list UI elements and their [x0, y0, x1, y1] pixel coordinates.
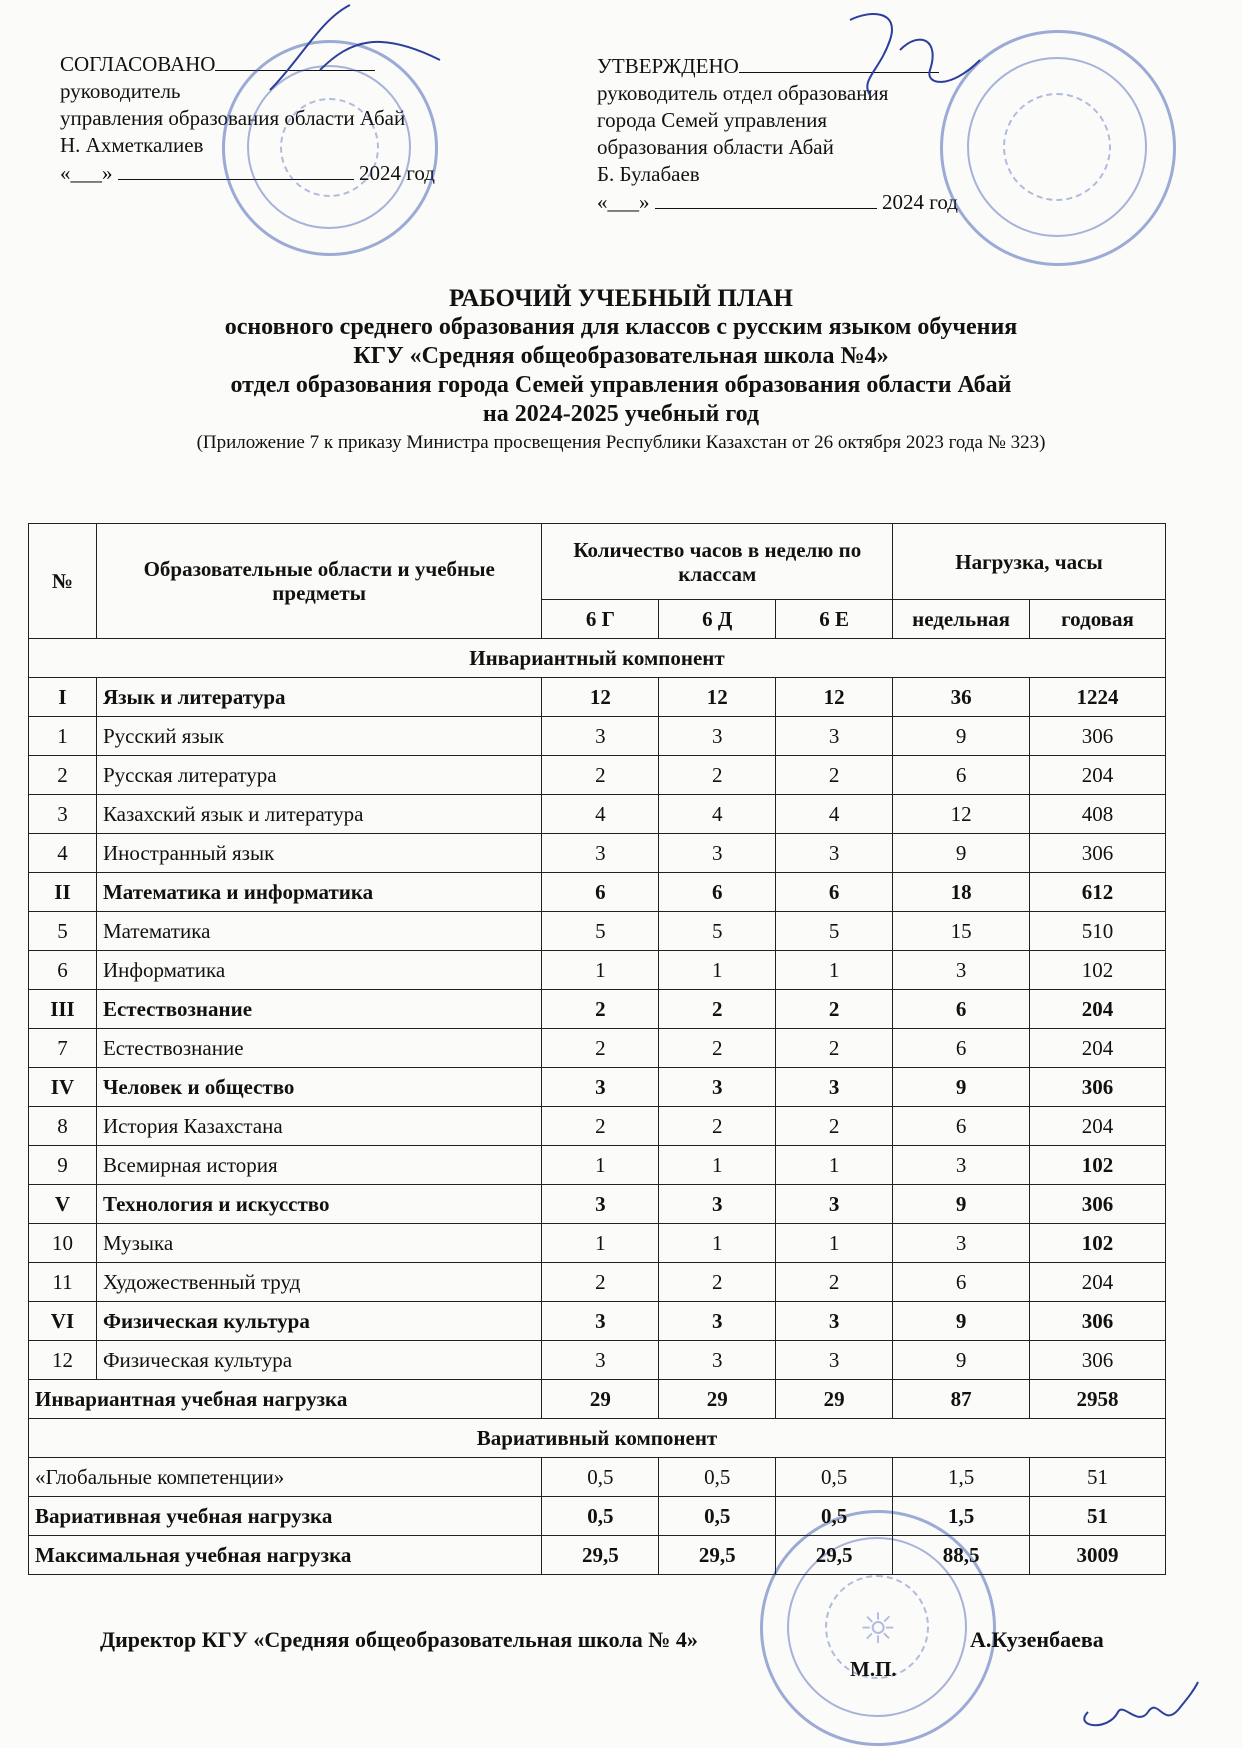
cell-value: 9 — [893, 1185, 1030, 1224]
cell-value: 3 — [659, 834, 776, 873]
cell-value: 51 — [1030, 1497, 1166, 1536]
document-title: РАБОЧИЙ УЧЕБНЫЙ ПЛАН — [449, 285, 793, 312]
cell-value: 306 — [1030, 834, 1166, 873]
cell-value: 3 — [659, 1341, 776, 1380]
header-weekly: недельная — [893, 600, 1030, 639]
subject-name: Всемирная история — [96, 1146, 542, 1185]
cell-value: 5 — [542, 912, 659, 951]
document-subtitle-2: КГУ «Средняя общеобразовательная школа №4» — [353, 343, 889, 369]
cell-value: 2 — [542, 990, 659, 1029]
document-title-block — [40, 284, 1202, 455]
cell-value: 9 — [893, 1341, 1030, 1380]
cell-value: 102 — [1030, 1224, 1166, 1263]
document-subtitle-3: отдел образования города Семей управления образования области Абай — [230, 372, 1012, 398]
header-class: 6 Д — [659, 600, 776, 639]
cell-value: 9 — [893, 834, 1030, 873]
row-number: 8 — [29, 1107, 97, 1146]
cell-value: 1 — [659, 1146, 776, 1185]
cell-value: 2 — [776, 1263, 893, 1302]
table-row-area — [29, 1302, 1166, 1341]
row-label: Инвариантная учебная нагрузка — [29, 1380, 542, 1419]
cell-value: 102 — [1030, 1146, 1166, 1185]
header-hours-per-week: Количество часов в неделю по классам — [542, 524, 893, 600]
cell-value: 12 — [893, 795, 1030, 834]
cell-value: 2 — [542, 1107, 659, 1146]
row-number: VI — [29, 1302, 97, 1341]
cell-value: 0,5 — [776, 1497, 893, 1536]
header-num: № — [29, 524, 97, 639]
cell-value: 2 — [776, 756, 893, 795]
cell-value: 2 — [542, 1029, 659, 1068]
row-number: 5 — [29, 912, 97, 951]
table-row-area — [29, 990, 1166, 1029]
cell-value: 29 — [542, 1380, 659, 1419]
approval-left-name: Н. Ахметкалиев — [60, 133, 204, 157]
cell-value: 9 — [893, 1302, 1030, 1341]
table-row-area — [29, 1185, 1166, 1224]
subject-name: Математика и информатика — [96, 873, 542, 912]
document-note: (Приложение 7 к приказу Министра просвещения Республики Казахстан от 26 октября 2023 года № 323) — [196, 432, 1046, 453]
cell-value: 1 — [542, 951, 659, 990]
cell-value: 12 — [659, 678, 776, 717]
table-row-subject — [29, 717, 1166, 756]
row-number: IV — [29, 1068, 97, 1107]
cell-value: 3 — [659, 1068, 776, 1107]
cell-value: 12 — [776, 678, 893, 717]
header-class: 6 Е — [776, 600, 893, 639]
row-number: 3 — [29, 795, 97, 834]
cell-value: 2 — [776, 1107, 893, 1146]
cell-value: 2 — [542, 1263, 659, 1302]
table-row-max-total — [29, 1536, 1166, 1575]
table-row-subject — [29, 1263, 1166, 1302]
table-row-variative-total — [29, 1497, 1166, 1536]
cell-value: 204 — [1030, 1263, 1166, 1302]
row-number: 12 — [29, 1341, 97, 1380]
cell-value: 3 — [776, 1068, 893, 1107]
cell-value: 6 — [893, 1107, 1030, 1146]
row-number: V — [29, 1185, 97, 1224]
cell-value: 1 — [776, 951, 893, 990]
cell-value: 4 — [776, 795, 893, 834]
header-yearly: годовая — [1030, 600, 1166, 639]
subject-name: Математика — [96, 912, 542, 951]
cell-value: 2 — [776, 1029, 893, 1068]
section-variative: Вариативный компонент — [29, 1419, 1166, 1458]
cell-value: 2 — [542, 756, 659, 795]
cell-value: 3 — [776, 717, 893, 756]
cell-value: 3 — [659, 717, 776, 756]
table-row-subject — [29, 1107, 1166, 1146]
cell-value: 3 — [542, 1068, 659, 1107]
table-row-subject — [29, 795, 1166, 834]
cell-value: 29,5 — [542, 1536, 659, 1575]
cell-value: 306 — [1030, 1068, 1166, 1107]
row-number: II — [29, 873, 97, 912]
signature-left-icon — [260, 0, 460, 100]
table-row-area — [29, 678, 1166, 717]
approval-left-date-prefix: «___» — [60, 161, 113, 185]
cell-value: 29,5 — [776, 1536, 893, 1575]
cell-value: 6 — [893, 1029, 1030, 1068]
subject-name: Естествознание — [96, 1029, 542, 1068]
table-row-subject — [29, 756, 1166, 795]
signature-bottom-icon — [1068, 1672, 1208, 1742]
cell-value: 1,5 — [893, 1458, 1030, 1497]
subject-name: Иностранный язык — [96, 834, 542, 873]
cell-value: 1 — [659, 1224, 776, 1263]
cell-value: 9 — [893, 717, 1030, 756]
approval-right-label: УТВЕРЖДЕНО — [597, 54, 739, 78]
cell-value: 6 — [659, 873, 776, 912]
approval-right-name: Б. Булабаев — [597, 162, 700, 186]
subject-name: Русский язык — [96, 717, 542, 756]
cell-value: 2 — [659, 1107, 776, 1146]
document-subtitle-1: основного среднего образования для классов с русским языком обучения — [224, 314, 1018, 340]
subject-name: Казахский язык и литература — [96, 795, 542, 834]
cell-value: 1 — [776, 1224, 893, 1263]
table-row-area — [29, 1068, 1166, 1107]
cell-value: 204 — [1030, 1107, 1166, 1146]
cell-value: 306 — [1030, 1185, 1166, 1224]
approval-right-line2: города Семей управления — [597, 108, 828, 132]
table-row-invariant-total — [29, 1380, 1166, 1419]
table-row-subject — [29, 1146, 1166, 1185]
row-number: 2 — [29, 756, 97, 795]
cell-value: 0,5 — [542, 1458, 659, 1497]
cell-value: 3 — [776, 1302, 893, 1341]
cell-value: 3 — [542, 1302, 659, 1341]
stamp-bottom-icon: ☼ — [760, 1510, 996, 1746]
row-number: 10 — [29, 1224, 97, 1263]
cell-value: 0,5 — [776, 1458, 893, 1497]
cell-value: 29 — [776, 1380, 893, 1419]
director-name: А.Кузенбаева — [970, 1627, 1104, 1652]
subject-name: Человек и общество — [96, 1068, 542, 1107]
row-label: «Глобальные компетенции» — [29, 1458, 542, 1497]
cell-value: 204 — [1030, 990, 1166, 1029]
subject-name: Русская литература — [96, 756, 542, 795]
cell-value: 6 — [893, 756, 1030, 795]
subject-name: История Казахстана — [96, 1107, 542, 1146]
subject-name: Художественный труд — [96, 1263, 542, 1302]
cell-value: 6 — [893, 1263, 1030, 1302]
row-number: 4 — [29, 834, 97, 873]
header-subjects: Образовательные области и учебные предметы — [96, 524, 542, 639]
cell-value: 6 — [776, 873, 893, 912]
cell-value: 36 — [893, 678, 1030, 717]
cell-value: 3 — [659, 1185, 776, 1224]
cell-value: 0,5 — [542, 1497, 659, 1536]
cell-value: 3 — [542, 717, 659, 756]
cell-value: 0,5 — [659, 1458, 776, 1497]
cell-value: 3 — [776, 834, 893, 873]
table-row-subject — [29, 834, 1166, 873]
cell-value: 612 — [1030, 873, 1166, 912]
cell-value: 3 — [776, 1341, 893, 1380]
approval-left-label: СОГЛАСОВАНО — [60, 52, 216, 76]
cell-value: 1 — [776, 1146, 893, 1185]
cell-value: 306 — [1030, 1302, 1166, 1341]
stamp-place-label: М.П. — [850, 1657, 897, 1681]
cell-value: 408 — [1030, 795, 1166, 834]
subject-name: Язык и литература — [96, 678, 542, 717]
approval-left-line2: управления образования области Абай — [60, 106, 406, 130]
cell-value: 15 — [893, 912, 1030, 951]
document-subtitle-4: на 2024-2025 учебный год — [482, 401, 760, 427]
cell-value: 102 — [1030, 951, 1166, 990]
cell-value: 2958 — [1030, 1380, 1166, 1419]
cell-value: 3 — [893, 1224, 1030, 1263]
table-row-area — [29, 873, 1166, 912]
cell-value: 204 — [1030, 1029, 1166, 1068]
director-title: Директор КГУ «Средняя общеобразовательная школа № 4» — [100, 1627, 698, 1652]
table-row-subject — [29, 951, 1166, 990]
row-number: 11 — [29, 1263, 97, 1302]
cell-value: 3 — [659, 1302, 776, 1341]
approval-left-line1: руководитель — [60, 79, 181, 103]
cell-value: 2 — [659, 1263, 776, 1302]
approval-left-date-suffix: 2024 год — [359, 161, 435, 185]
approval-right-line1: руководитель отдел образования — [597, 81, 889, 105]
header-class: 6 Г — [542, 600, 659, 639]
subject-name: Информатика — [96, 951, 542, 990]
cell-value: 3 — [542, 834, 659, 873]
cell-value: 3 — [542, 1341, 659, 1380]
subject-name: Музыка — [96, 1224, 542, 1263]
cell-value: 3 — [542, 1185, 659, 1224]
header-load: Нагрузка, часы — [893, 524, 1166, 600]
cell-value: 4 — [542, 795, 659, 834]
approval-right-date-prefix: «___» — [597, 190, 650, 214]
row-number: 7 — [29, 1029, 97, 1068]
cell-value: 6 — [893, 990, 1030, 1029]
cell-value: 5 — [776, 912, 893, 951]
curriculum-table — [28, 523, 1166, 1575]
cell-value: 1224 — [1030, 678, 1166, 717]
cell-value: 29 — [659, 1380, 776, 1419]
cell-value: 1,5 — [893, 1497, 1030, 1536]
row-label: Вариативная учебная нагрузка — [29, 1497, 542, 1536]
cell-value: 5 — [659, 912, 776, 951]
cell-value: 3 — [893, 1146, 1030, 1185]
row-number: 9 — [29, 1146, 97, 1185]
cell-value: 2 — [659, 1029, 776, 1068]
table-row-subject — [29, 1341, 1166, 1380]
cell-value: 3 — [776, 1185, 893, 1224]
cell-value: 3009 — [1030, 1536, 1166, 1575]
cell-value: 1 — [542, 1146, 659, 1185]
table-row-subject — [29, 1029, 1166, 1068]
cell-value: 87 — [893, 1380, 1030, 1419]
row-number: 6 — [29, 951, 97, 990]
cell-value: 306 — [1030, 1341, 1166, 1380]
cell-value: 2 — [659, 756, 776, 795]
row-number: 1 — [29, 717, 97, 756]
cell-value: 29,5 — [659, 1536, 776, 1575]
cell-value: 1 — [542, 1224, 659, 1263]
cell-value: 510 — [1030, 912, 1166, 951]
cell-value: 2 — [776, 990, 893, 1029]
cell-value: 12 — [542, 678, 659, 717]
row-number: I — [29, 678, 97, 717]
cell-value: 2 — [659, 990, 776, 1029]
cell-value: 0,5 — [659, 1497, 776, 1536]
cell-value: 204 — [1030, 756, 1166, 795]
subject-name: Технология и искусство — [96, 1185, 542, 1224]
cell-value: 4 — [659, 795, 776, 834]
cell-value: 88,5 — [893, 1536, 1030, 1575]
cell-value: 51 — [1030, 1458, 1166, 1497]
cell-value: 9 — [893, 1068, 1030, 1107]
cell-value: 18 — [893, 873, 1030, 912]
subject-name: Физическая культура — [96, 1341, 542, 1380]
approval-right-date-suffix: 2024 год — [882, 190, 958, 214]
table-row-subject — [29, 1224, 1166, 1263]
subject-name: Физическая культура — [96, 1302, 542, 1341]
date-line — [655, 188, 877, 209]
cell-value: 1 — [659, 951, 776, 990]
row-label: Максимальная учебная нагрузка — [29, 1536, 542, 1575]
table-row-subject — [29, 912, 1166, 951]
cell-value: 306 — [1030, 717, 1166, 756]
approval-right-line3: образования области Абай — [597, 135, 834, 159]
signature-right-icon — [830, 0, 990, 110]
subject-name: Естествознание — [96, 990, 542, 1029]
cell-value: 6 — [542, 873, 659, 912]
table-row-variative — [29, 1458, 1166, 1497]
cell-value: 3 — [893, 951, 1030, 990]
section-invariant: Инвариантный компонент — [29, 639, 1166, 678]
row-number: III — [29, 990, 97, 1029]
